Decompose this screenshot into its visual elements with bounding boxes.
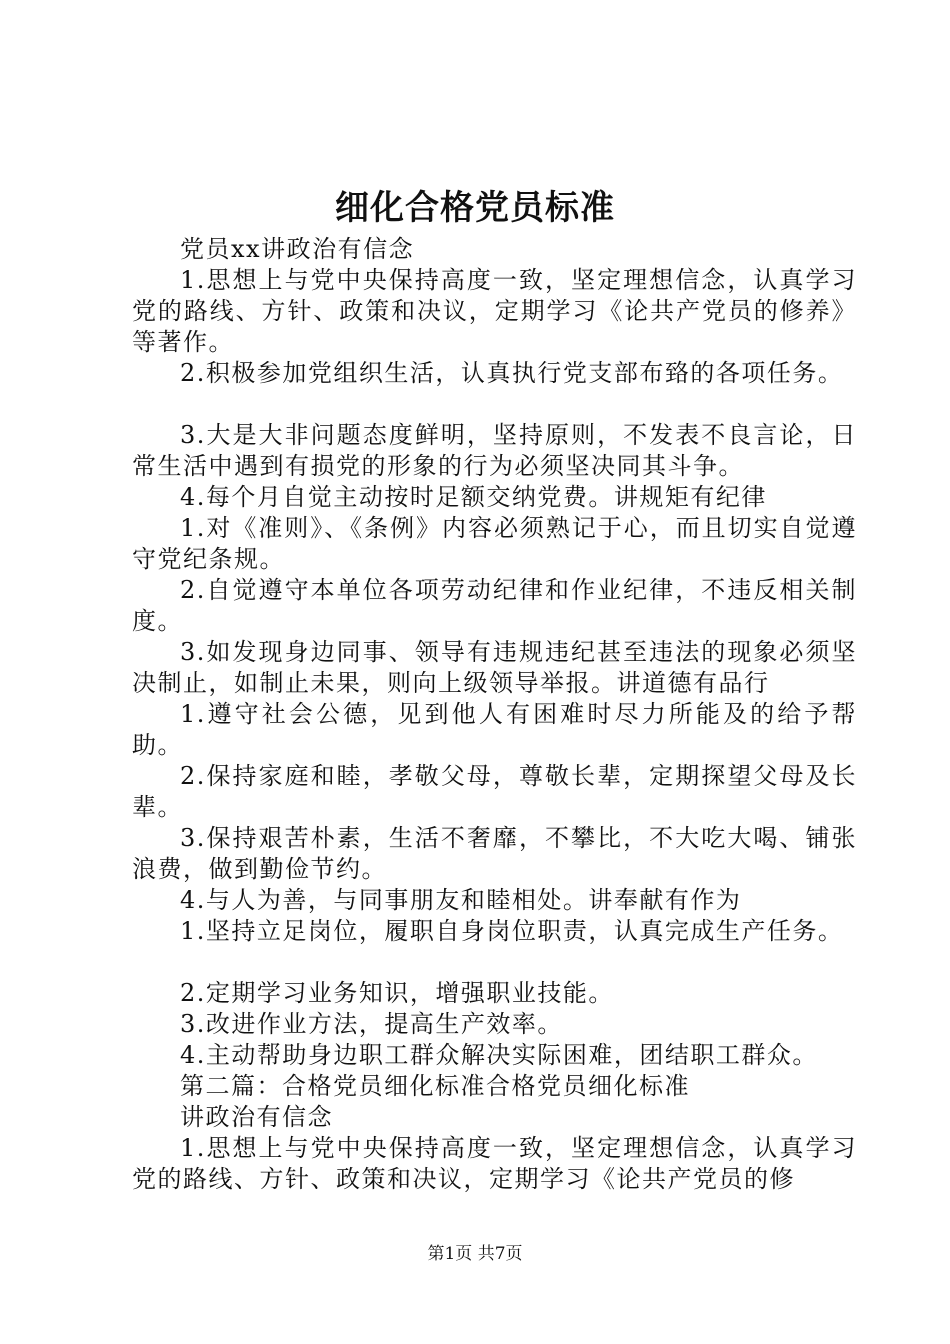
paragraph: 1.思想上与党中央保持高度一致，坚定理想信念，认真学习党的路线、方针、政策和决议，定期学习《论共产党员的修养》等著作。 — [132, 266, 857, 356]
page-number: 第1页 共7页 — [427, 1244, 523, 1264]
paragraph: 3.大是大非问题态度鲜明，坚持原则，不发表不良言论，日常生活中遇到有损党的形象的行为必须坚决同其斗争。 — [132, 421, 857, 480]
document-title: 细化合格党员标准 — [335, 188, 615, 228]
paragraph: 4.每个月自觉主动按时足额交纳党费。讲规矩有纪律 — [180, 483, 767, 511]
paragraph: 3.改进作业方法，提高生产效率。 — [180, 1010, 563, 1038]
paragraph: 2.自觉遵守本单位各项劳动纪律和作业纪律，不违反相关制度。 — [132, 576, 857, 635]
paragraph: 3.如发现身边同事、领导有违规违纪甚至违法的现象必须坚决制止，如制止未果，则向上级领导举报。讲道德有品行 — [132, 638, 857, 697]
paragraph: 党员xx讲政治有信念 — [180, 235, 415, 263]
paragraph: 讲政治有信念 — [180, 1103, 333, 1131]
paragraph: 2.积极参加党组织生活，认真执行党支部布臵的各项任务。 — [180, 359, 844, 387]
paragraph: 2.定期学习业务知识，增强职业技能。 — [180, 979, 614, 1007]
document-body — [132, 234, 857, 1195]
paragraph: 2.保持家庭和睦，孝敬父母，尊敬长辈，定期探望父母及长辈。 — [132, 762, 857, 821]
paragraph: 1.坚持立足岗位，履职自身岗位职责，认真完成生产任务。 — [180, 917, 844, 945]
paragraph: 4.与人为善，与同事朋友和睦相处。讲奉献有作为 — [180, 886, 742, 914]
paragraph: 1.思想上与党中央保持高度一致，坚定理想信念，认真学习党的路线、方针、政策和决议，定期学习《论共产党员的修 — [132, 1134, 857, 1193]
section-heading: 第二篇：合格党员细化标准合格党员细化标准 — [180, 1072, 690, 1100]
paragraph: 1.对《准则》、《条例》内容必须熟记于心，而且切实自觉遵守党纪条规。 — [132, 514, 857, 573]
paragraph: 3.保持艰苦朴素，生活不奢靡，不攀比，不大吃大喝、铺张浪费，做到勤俭节约。 — [132, 824, 857, 883]
paragraph: 1.遵守社会公德，见到他人有困难时尽力所能及的给予帮助。 — [132, 700, 857, 759]
paragraph: 4.主动帮助身边职工群众解决实际困难，团结职工群众。 — [180, 1041, 818, 1069]
